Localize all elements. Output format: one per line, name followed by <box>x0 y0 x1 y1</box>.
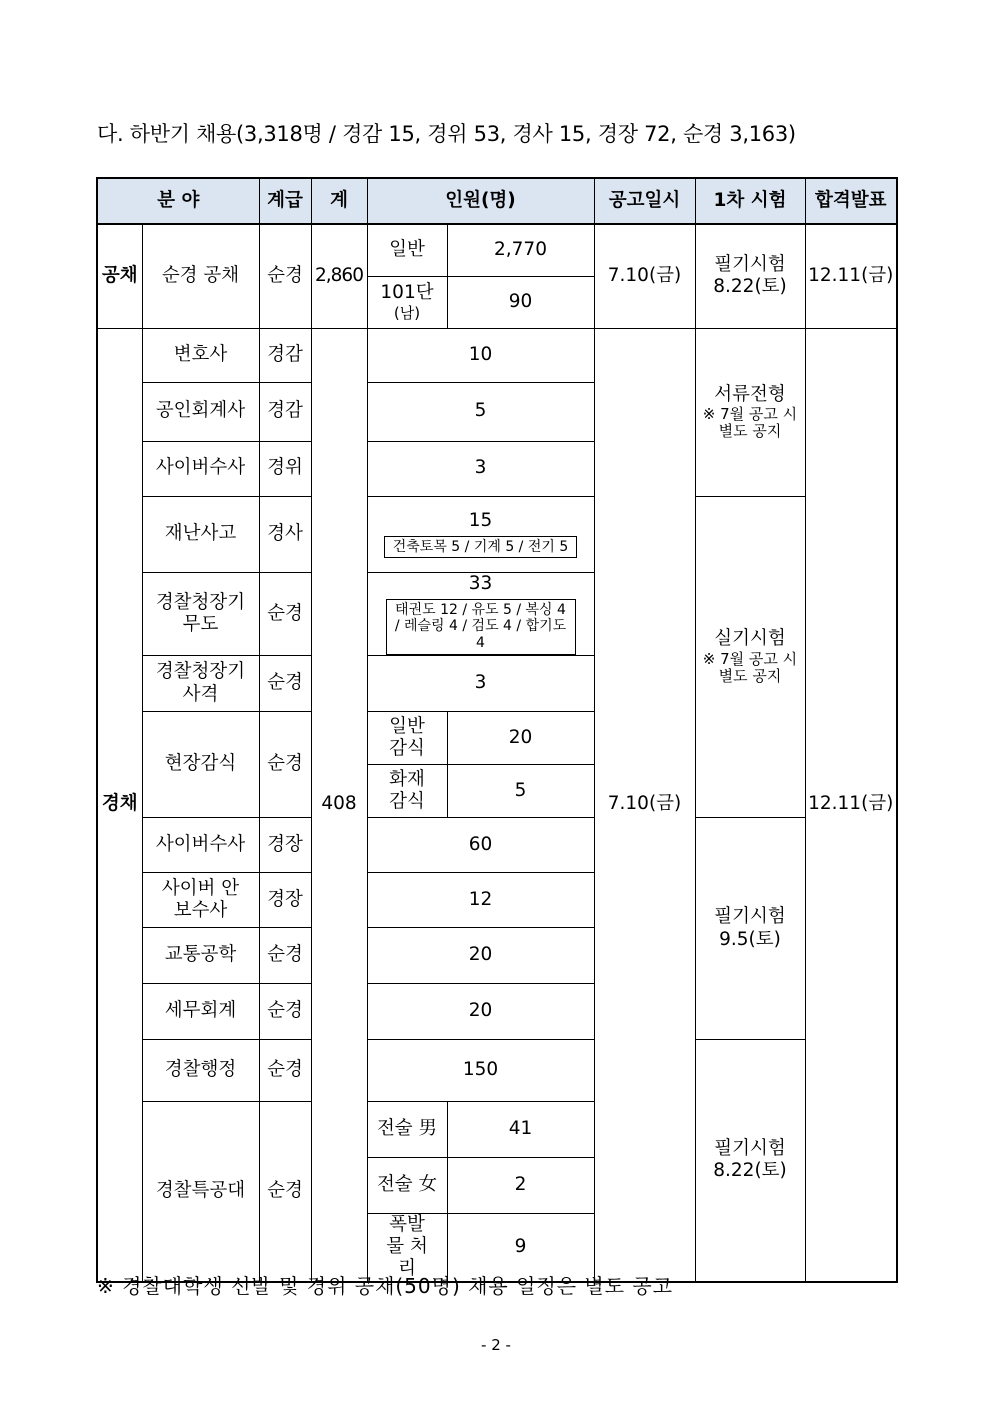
sub-value: 90 <box>447 276 594 328</box>
result-cell: 12.11(금) <box>805 328 897 1282</box>
field-cell: 사이버수사 <box>142 818 259 873</box>
sub-value: 20 <box>447 712 594 765</box>
table-row <box>97 328 897 382</box>
rank-cell: 경장 <box>259 873 311 928</box>
exam-label: 필기시험 <box>714 254 786 276</box>
rank-cell: 순경 <box>259 1102 311 1282</box>
rank-cell: 순경 <box>259 572 311 656</box>
rank-cell: 순경 <box>259 712 311 818</box>
rank-cell: 순경 <box>259 224 311 328</box>
rank-cell: 경위 <box>259 441 311 496</box>
page-number: - 2 - <box>481 1336 511 1354</box>
footnote: ※ 경찰대학생 선발 및 경위 공채(50명) 채용 일정은 별도 공고 <box>97 1274 674 1298</box>
field-cell: 경찰특공대 <box>142 1102 259 1282</box>
rank-cell: 경감 <box>259 328 311 382</box>
rank-cell: 순경 <box>259 984 311 1040</box>
count-value: 33 <box>468 572 493 594</box>
field-cell: 경찰청장기 사격 <box>142 656 259 712</box>
table-row <box>97 496 897 572</box>
sub-value: 2,770 <box>447 224 594 276</box>
announce-cell: 7.10(금) <box>594 224 695 328</box>
header-exam: 1차 시험 <box>695 178 805 224</box>
exam-cell <box>695 328 805 496</box>
field-cell: 교통공학 <box>142 928 259 984</box>
field-cell: 경찰청장기 무도 <box>142 572 259 656</box>
sub-label: 전술 女 <box>367 1158 447 1214</box>
exam-date: 9.5(토) <box>719 928 781 950</box>
exam-note: ※ 7월 공고 시 별도 공지 <box>702 404 798 441</box>
sub-label: 일반 <box>367 224 447 276</box>
sub-value: 41 <box>447 1102 594 1158</box>
count-cell: 5 <box>367 382 594 441</box>
exam-note: ※ 7월 공고 시 별도 공지 <box>702 649 798 685</box>
rank-cell: 순경 <box>259 656 311 712</box>
sub-label: 폭발물 처리 <box>367 1214 447 1282</box>
count-cell: 20 <box>367 984 594 1040</box>
recruitment-table <box>96 177 898 1283</box>
field-cell: 재난사고 <box>142 496 259 572</box>
exam-label: 실기시험 <box>714 628 786 650</box>
total-cell: 408 <box>311 328 367 1282</box>
count-cell: 3 <box>367 441 594 496</box>
header-result: 합격발표 <box>805 178 897 224</box>
field-cell: 사이버 안보수사 <box>142 873 259 928</box>
count-cell: 20 <box>367 928 594 984</box>
count-cell <box>367 496 594 572</box>
section-heading: 다. 하반기 채용(3,318명 / 경감 15, 경위 53, 경사 15, 경장 72, 순경 3,163) <box>97 122 796 146</box>
count-cell <box>367 572 594 656</box>
exam-label: 필기시험 <box>714 1138 786 1160</box>
table-row <box>97 1040 897 1102</box>
rank-cell: 경사 <box>259 496 311 572</box>
sub-value: 2 <box>447 1158 594 1214</box>
rank-cell: 경감 <box>259 382 311 441</box>
header-total: 계 <box>311 178 367 224</box>
count-cell: 3 <box>367 656 594 712</box>
exam-date: 8.22(토) <box>713 276 787 298</box>
sub-value: 9 <box>447 1214 594 1282</box>
header-announce: 공고일시 <box>594 178 695 224</box>
header-field: 분 야 <box>97 178 259 224</box>
rank-cell: 순경 <box>259 1040 311 1102</box>
rank-cell: 순경 <box>259 928 311 984</box>
exam-label: 서류전형 <box>714 383 786 405</box>
field-cell: 사이버수사 <box>142 441 259 496</box>
field-cell: 경찰행정 <box>142 1040 259 1102</box>
category-gongchae: 공채 <box>97 224 142 328</box>
count-detail: 건축토목 5 / 기계 5 / 전기 5 <box>384 536 578 559</box>
header-row <box>97 178 897 224</box>
result-cell: 12.11(금) <box>805 224 897 328</box>
exam-cell <box>695 496 805 818</box>
sub-label-note: (남) <box>393 304 421 323</box>
field-cell: 세무회계 <box>142 984 259 1040</box>
total-cell: 2,860 <box>311 224 367 328</box>
count-cell: 10 <box>367 328 594 382</box>
field-cell: 순경 공채 <box>142 224 259 328</box>
header-count: 인원(명) <box>367 178 594 224</box>
table-row <box>97 818 897 873</box>
sub-label: 전술 男 <box>367 1102 447 1158</box>
sub-label-main: 101단 <box>380 281 434 303</box>
field-cell: 현장감식 <box>142 712 259 818</box>
field-cell: 변호사 <box>142 328 259 382</box>
exam-date: 8.22(토) <box>713 1160 787 1182</box>
table-row <box>97 224 897 276</box>
exam-cell <box>695 1040 805 1282</box>
announce-cell: 7.10(금) <box>594 328 695 1282</box>
field-cell: 공인회계사 <box>142 382 259 441</box>
count-cell: 12 <box>367 873 594 928</box>
header-rank: 계급 <box>259 178 311 224</box>
sub-value: 5 <box>447 765 594 818</box>
sub-label: 화재 감식 <box>367 765 447 818</box>
sub-label <box>367 276 447 328</box>
count-cell: 60 <box>367 818 594 873</box>
count-detail: 태권도 12 / 유도 5 / 복싱 4 / 레슬링 4 / 검도 4 / 합기도 4 <box>386 599 576 655</box>
sub-label: 일반 감식 <box>367 712 447 765</box>
category-gyeongchae: 경채 <box>97 328 142 1282</box>
exam-label: 필기시험 <box>714 906 786 928</box>
exam-cell <box>695 818 805 1040</box>
exam-cell <box>695 224 805 328</box>
count-value: 15 <box>468 509 493 531</box>
count-cell: 150 <box>367 1040 594 1102</box>
rank-cell: 경장 <box>259 818 311 873</box>
